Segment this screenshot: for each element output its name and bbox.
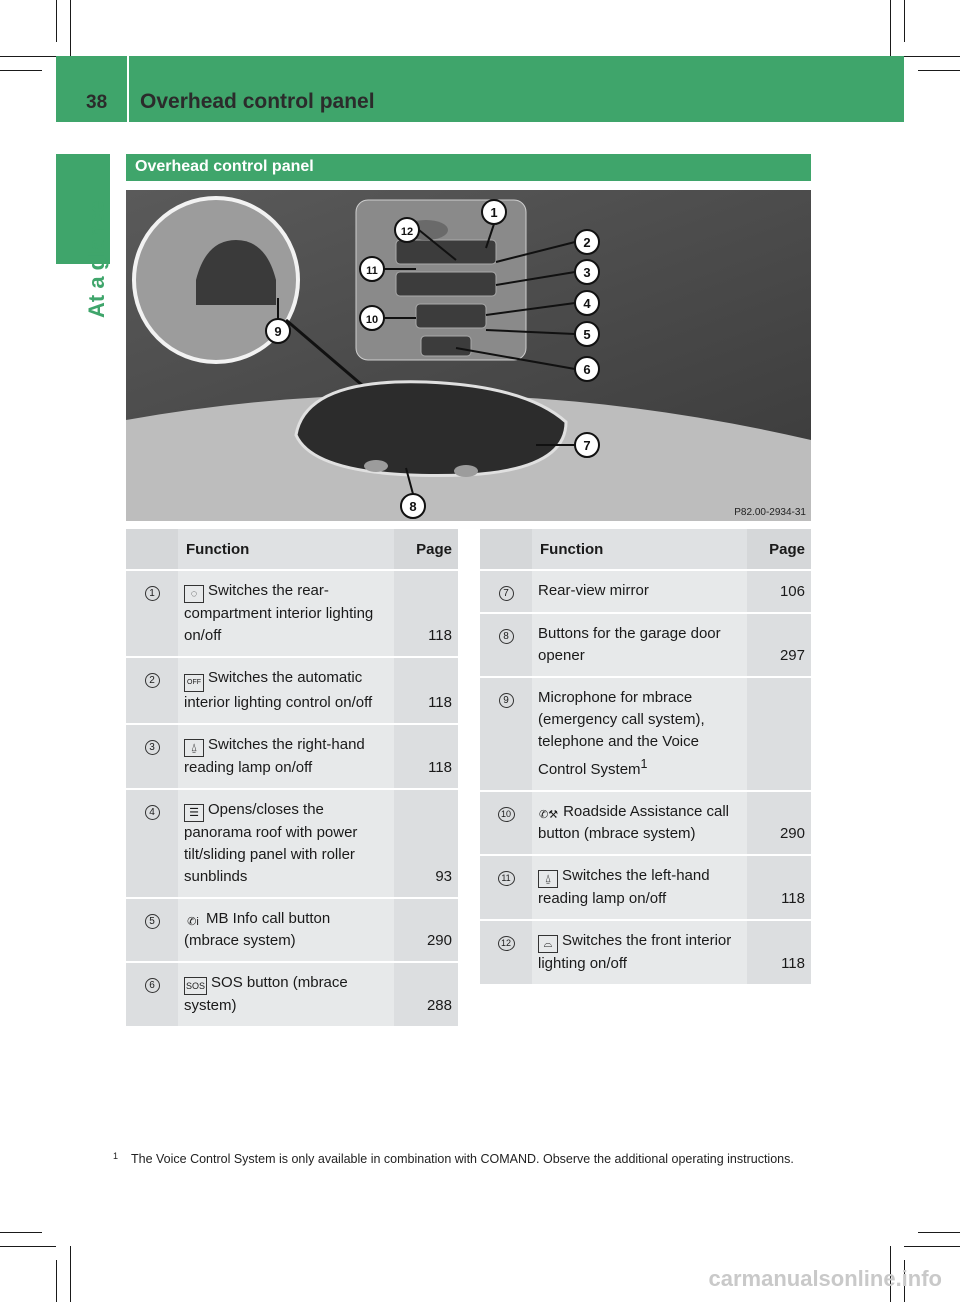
item-number: 2 — [145, 673, 160, 688]
table-row — [126, 657, 458, 724]
function-text: Switches the rear-compartment interior lighting on/off — [184, 582, 374, 644]
info-call-icon: ✆i — [187, 916, 199, 928]
page-ref: 106 — [747, 570, 811, 613]
watermark: carmanualsonline.info — [708, 1266, 942, 1291]
page-number: 38 — [86, 92, 108, 113]
table-header-row — [480, 529, 811, 570]
function-text: Switches the left-hand reading lamp on/off — [538, 867, 710, 907]
page-ref: 93 — [394, 789, 458, 898]
crop-mark — [918, 70, 960, 71]
col-header-number — [480, 529, 532, 570]
table-row — [480, 613, 811, 677]
section-title: Overhead control panel — [135, 158, 314, 175]
page-ref: 290 — [394, 898, 458, 962]
item-number: 6 — [145, 978, 160, 993]
table-header-row — [126, 529, 458, 570]
table-row — [480, 570, 811, 613]
footnote-text: The Voice Control System is only available in combination with COMAND. Observe the additional operating instructions. — [131, 1152, 794, 1166]
table-row — [126, 962, 458, 1026]
auto-light-off-icon: OFF — [184, 674, 204, 692]
function-text: MB Info call button (mbrace system) — [184, 910, 331, 949]
item-number: 10 — [498, 807, 515, 822]
page-ref — [747, 677, 811, 791]
function-table-left — [126, 529, 458, 1026]
side-label: At a glance — [84, 200, 109, 318]
overhead-panel-illustration — [126, 190, 811, 521]
crop-mark — [56, 1260, 57, 1302]
table-row — [126, 789, 458, 898]
crop-mark — [0, 1232, 42, 1233]
crop-mark — [904, 0, 905, 42]
callout-label: 7 — [583, 438, 591, 453]
table-row — [480, 855, 811, 920]
crop-mark — [70, 0, 71, 56]
item-number: 4 — [145, 805, 160, 820]
table-row — [480, 677, 811, 791]
item-number: 3 — [145, 740, 160, 755]
item-number: 11 — [498, 871, 515, 886]
page-ref: 288 — [394, 962, 458, 1026]
callout-label: 2 — [583, 235, 591, 250]
crop-mark — [904, 1246, 960, 1247]
callout-label: 12 — [400, 226, 414, 238]
function-text: Roadside Assistance call button (mbrace system) — [538, 803, 730, 842]
function-table-right — [480, 529, 811, 984]
callout-label: 4 — [583, 296, 591, 311]
table-row — [126, 724, 458, 789]
callout-label: 3 — [583, 265, 591, 280]
crop-mark — [904, 56, 960, 57]
item-number: 9 — [499, 693, 514, 708]
item-number: 8 — [499, 629, 514, 644]
crop-mark — [56, 0, 57, 42]
roadside-assistance-icon: ✆⚒ — [539, 809, 559, 821]
function-text: Opens/closes the panorama roof with power tilt/sliding panel with roller sunblinds — [184, 801, 358, 885]
page-ref: 118 — [394, 657, 458, 724]
crop-mark — [70, 1246, 71, 1302]
table-row — [480, 920, 811, 984]
col-header-page: Page — [747, 529, 811, 570]
footnote-marker: 1 — [113, 1151, 119, 1161]
item-number: 5 — [145, 914, 160, 929]
table-row — [126, 898, 458, 962]
crop-mark — [0, 70, 42, 71]
item-number: 12 — [498, 936, 515, 951]
function-text: Rear-view mirror — [532, 570, 747, 613]
function-text: Buttons for the garage door opener — [532, 613, 747, 677]
page-ref: 118 — [394, 570, 458, 657]
header-divider — [127, 56, 129, 122]
figure-code: P82.00-2934-31 — [734, 507, 806, 518]
callout-label: 6 — [583, 362, 591, 377]
callout-label: 11 — [366, 265, 378, 277]
table-row — [480, 791, 811, 855]
page-ref: 118 — [747, 920, 811, 984]
footnote-ref[interactable]: 1 — [640, 757, 648, 771]
reading-lamp-icon: ⍙ — [184, 739, 204, 757]
callout-label: 9 — [274, 324, 282, 339]
callout-label: 5 — [583, 327, 591, 342]
function-text: Switches the front interior lighting on/off — [538, 932, 732, 972]
sos-icon: SOS — [184, 977, 207, 995]
callout-label: 1 — [490, 205, 498, 220]
crop-mark — [0, 1246, 56, 1247]
page-ref: 297 — [747, 613, 811, 677]
page-ref: 118 — [747, 855, 811, 920]
reading-lamp-icon: ⍙ — [538, 870, 558, 888]
col-header-function: Function — [532, 529, 747, 570]
page-header-title: Overhead control panel — [140, 90, 375, 113]
section-heading-bar — [126, 154, 811, 181]
col-header-page: Page — [394, 529, 458, 570]
function-text: Switches the right-hand reading lamp on/off — [184, 736, 365, 776]
table-row — [126, 570, 458, 657]
function-text: Microphone for mbrace (emergency call system), telephone and the Voice Control System — [538, 689, 705, 778]
item-number: 1 — [145, 586, 160, 601]
item-number: 7 — [499, 586, 514, 601]
callout-label: 10 — [365, 314, 379, 326]
roller-blind-icon: ☰ — [184, 804, 204, 822]
overhead-panel-figure — [126, 190, 811, 521]
page-ref: 290 — [747, 791, 811, 855]
callout-label: 8 — [409, 499, 417, 514]
crop-mark — [890, 0, 891, 56]
page-ref: 118 — [394, 724, 458, 789]
function-text: Switches the automatic interior lighting control on/off — [184, 669, 373, 711]
function-text: SOS button (mbrace system) — [184, 974, 348, 1014]
rear-light-icon: ◌ — [184, 585, 204, 603]
crop-mark — [918, 1232, 960, 1233]
col-header-function: Function — [178, 529, 394, 570]
front-light-icon: ⌓ — [538, 935, 558, 953]
crop-mark — [0, 56, 56, 57]
col-header-number — [126, 529, 178, 570]
